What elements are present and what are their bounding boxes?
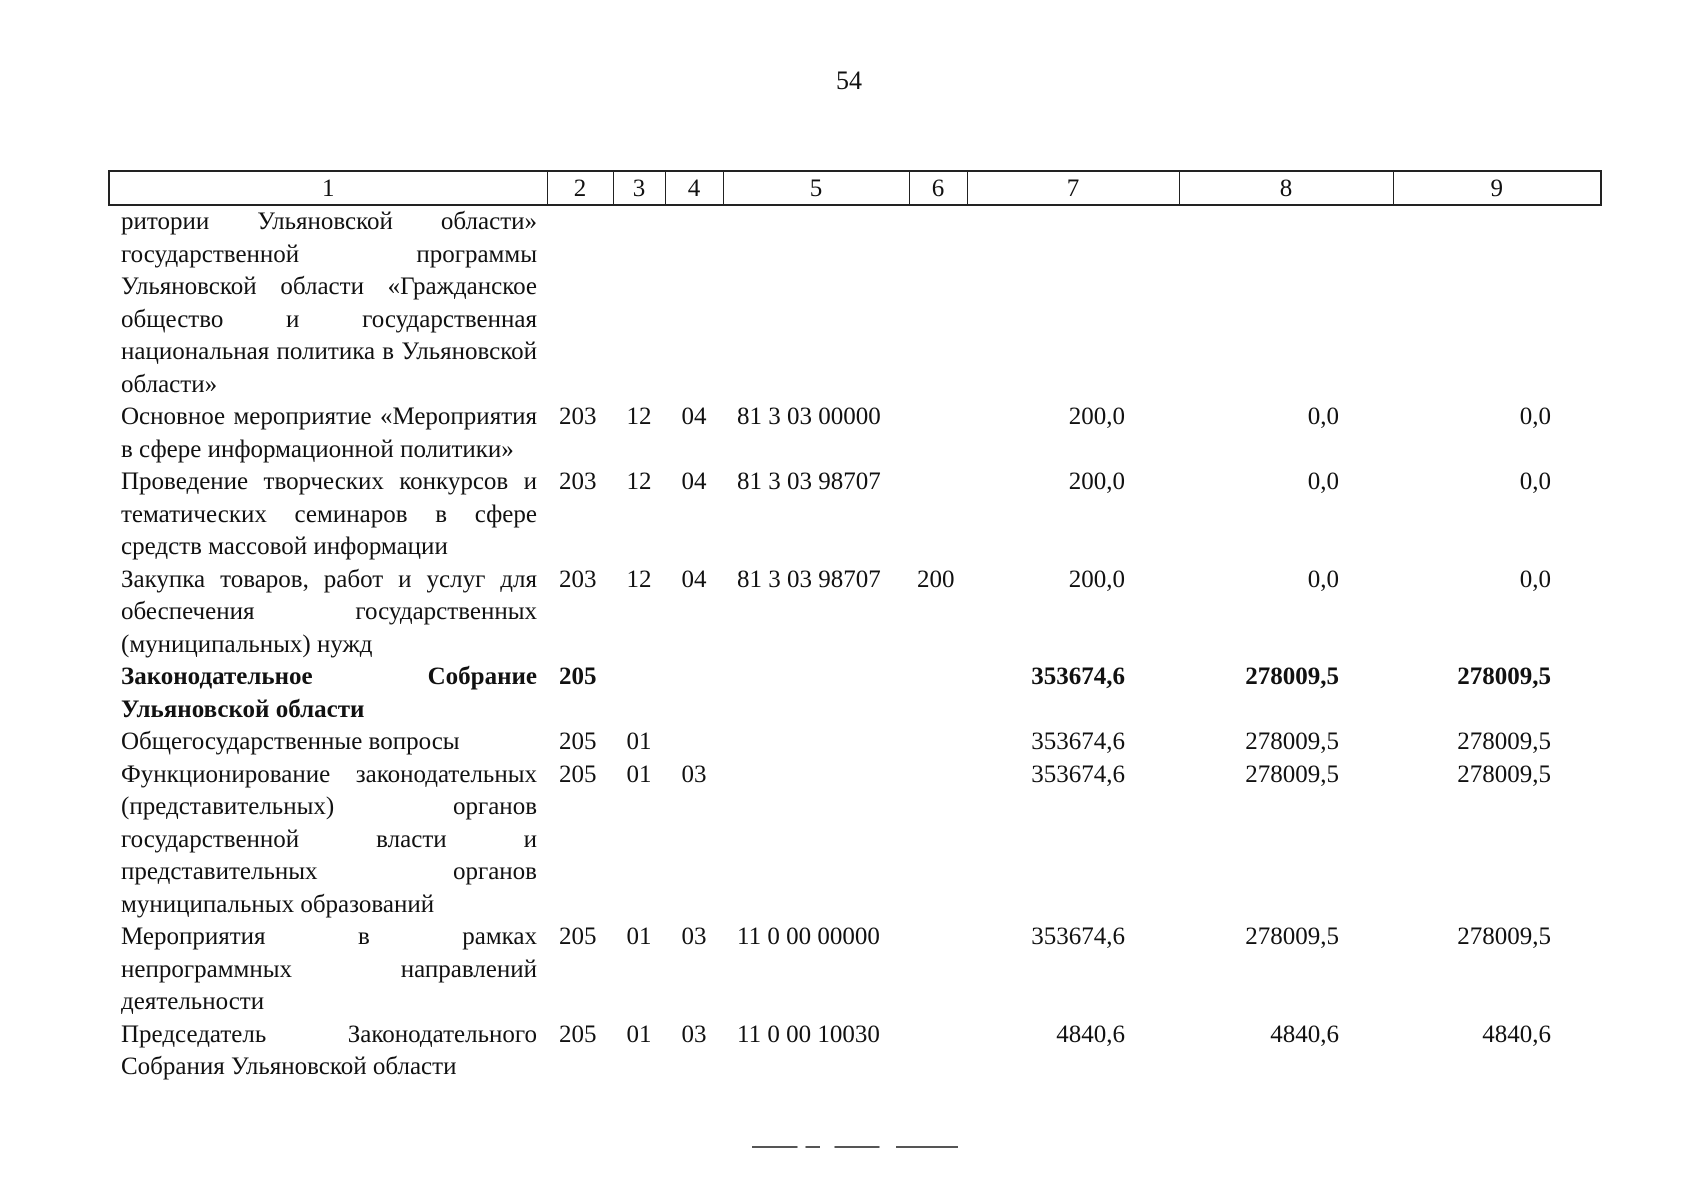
row-code-2: 205: [559, 1020, 597, 1048]
row-name: Закупка товаров, работ и услуг для обеспечения государственных (муниципальных) нужд: [121, 565, 537, 658]
row-code-3: [613, 205, 665, 401]
header-col-1: 1: [109, 171, 547, 205]
row-value-7: 353674,6: [1031, 728, 1125, 755]
row-code-3: 12: [626, 565, 652, 593]
row-value-9: 0,0: [1519, 403, 1551, 430]
table-row: [109, 726, 1601, 759]
row-code-6: [909, 401, 967, 466]
table-header: [109, 171, 1601, 205]
row-code-2: 205: [559, 923, 597, 950]
header-col-6: 6: [909, 171, 967, 205]
row-code-6: 200: [917, 565, 955, 593]
row-code-2: 203: [559, 403, 597, 430]
page-number: 54: [836, 66, 862, 95]
row-value-7: 353674,6: [1031, 923, 1125, 950]
row-value-7: [967, 205, 1179, 401]
row-value-8: 4840,6: [1270, 1020, 1339, 1048]
header-col-3: 3: [613, 171, 665, 205]
row-value-9: 278009,5: [1457, 923, 1551, 950]
header-col-4: 4: [665, 171, 723, 205]
row-name: Председатель Законодательного Собрания Ульяновской области: [121, 1020, 537, 1080]
row-value-7: 200,0: [1068, 565, 1125, 593]
table-row: [109, 661, 1601, 726]
footer-divider: [752, 1146, 958, 1148]
row-value-8: 278009,5: [1245, 663, 1339, 690]
row-code-5: 11 0 00 10030: [737, 1020, 880, 1048]
row-value-8: 278009,5: [1245, 728, 1339, 755]
row-code-4: 04: [681, 468, 707, 495]
row-code-3: 01: [626, 1020, 652, 1048]
table-row: [109, 401, 1601, 466]
row-value-7: 353674,6: [1031, 760, 1125, 788]
row-value-8: 0,0: [1307, 565, 1339, 593]
row-code-4: 04: [681, 403, 707, 430]
row-code-6: [909, 466, 967, 564]
row-value-8: 0,0: [1307, 468, 1339, 495]
row-code-3: 12: [626, 403, 652, 430]
row-code-5: 11 0 00 00000: [737, 923, 880, 950]
row-code-2: 205: [559, 728, 597, 755]
row-code-6: [909, 726, 967, 759]
header-row: [109, 171, 1601, 205]
row-code-6: [909, 921, 967, 1019]
row-code-2: [547, 205, 613, 401]
row-code-2: 205: [559, 663, 597, 690]
row-name: Мероприятия в рамках непрограммных направлений деятельности: [121, 923, 537, 1015]
row-value-7: 4840,6: [1056, 1020, 1125, 1048]
row-code-5: 81 3 03 00000: [737, 403, 881, 430]
row-value-9: 278009,5: [1457, 760, 1551, 788]
row-name: Проведение творческих конкурсов и тематических семинаров в сфере средств массовой информации: [121, 468, 537, 560]
row-name: Общегосударственные вопросы: [121, 728, 460, 755]
header-col-9: 9: [1393, 171, 1601, 205]
row-code-6: [909, 205, 967, 401]
row-code-3: 01: [626, 923, 652, 950]
row-value-8: [1179, 205, 1393, 401]
table-row: [109, 564, 1601, 662]
row-name: ритории Ульяновской области» государственной программы Ульяновской области «Гражданское общество и государственная национальная политика в Ульяновской области»: [121, 208, 537, 398]
row-code-5: [723, 759, 909, 922]
row-name: Законодательное Собрание Ульяновской области: [121, 663, 537, 723]
row-value-9: 278009,5: [1457, 663, 1551, 690]
row-code-5: 81 3 03 98707: [737, 468, 881, 495]
table-row: [109, 1019, 1601, 1084]
row-code-3: 12: [626, 468, 652, 495]
row-code-3: [613, 661, 665, 726]
row-value-7: 353674,6: [1031, 663, 1125, 690]
row-code-4: 03: [681, 923, 707, 950]
row-value-9: 0,0: [1519, 468, 1551, 495]
row-value-7: 200,0: [1068, 468, 1125, 495]
header-col-2: 2: [547, 171, 613, 205]
row-code-4: 03: [681, 1020, 707, 1048]
table-row: [109, 205, 1601, 401]
row-code-2: 205: [559, 760, 597, 788]
row-code-6: [909, 661, 967, 726]
table-row: [109, 759, 1601, 922]
row-code-5: [723, 205, 909, 401]
budget-table-container: [108, 170, 1600, 1084]
row-code-4: [665, 726, 723, 759]
row-code-2: 203: [559, 565, 597, 593]
row-value-8: 0,0: [1307, 403, 1339, 430]
row-value-9: [1393, 205, 1601, 401]
row-code-3: 01: [626, 728, 652, 755]
row-value-8: 278009,5: [1245, 760, 1339, 788]
row-value-9: 278009,5: [1457, 728, 1551, 755]
table-row: [109, 466, 1601, 564]
row-value-9: 4840,6: [1482, 1020, 1551, 1048]
row-value-9: 0,0: [1519, 565, 1551, 593]
row-code-6: [909, 759, 967, 922]
row-code-2: 203: [559, 468, 597, 495]
header-col-5: 5: [723, 171, 909, 205]
budget-table: [108, 170, 1602, 1084]
row-code-5: 81 3 03 98707: [737, 565, 881, 593]
row-code-4: [665, 205, 723, 401]
row-value-7: 200,0: [1068, 403, 1125, 430]
row-code-4: [665, 661, 723, 726]
row-code-4: 03: [681, 760, 707, 788]
header-col-7: 7: [967, 171, 1179, 205]
table-row: [109, 921, 1601, 1019]
header-col-8: 8: [1179, 171, 1393, 205]
row-name: Основное мероприятие «Мероприятия в сфере информационной политики»: [121, 403, 537, 463]
row-code-6: [909, 1019, 967, 1084]
table-body: [109, 205, 1601, 1084]
row-code-5: [723, 726, 909, 759]
row-code-5: [723, 661, 909, 726]
row-value-8: 278009,5: [1245, 923, 1339, 950]
row-code-3: 01: [626, 760, 652, 788]
row-name: Функционирование законодательных (представительных) органов государственной власти и представительных органов муниципальных образований: [121, 760, 537, 918]
row-code-4: 04: [681, 565, 707, 593]
